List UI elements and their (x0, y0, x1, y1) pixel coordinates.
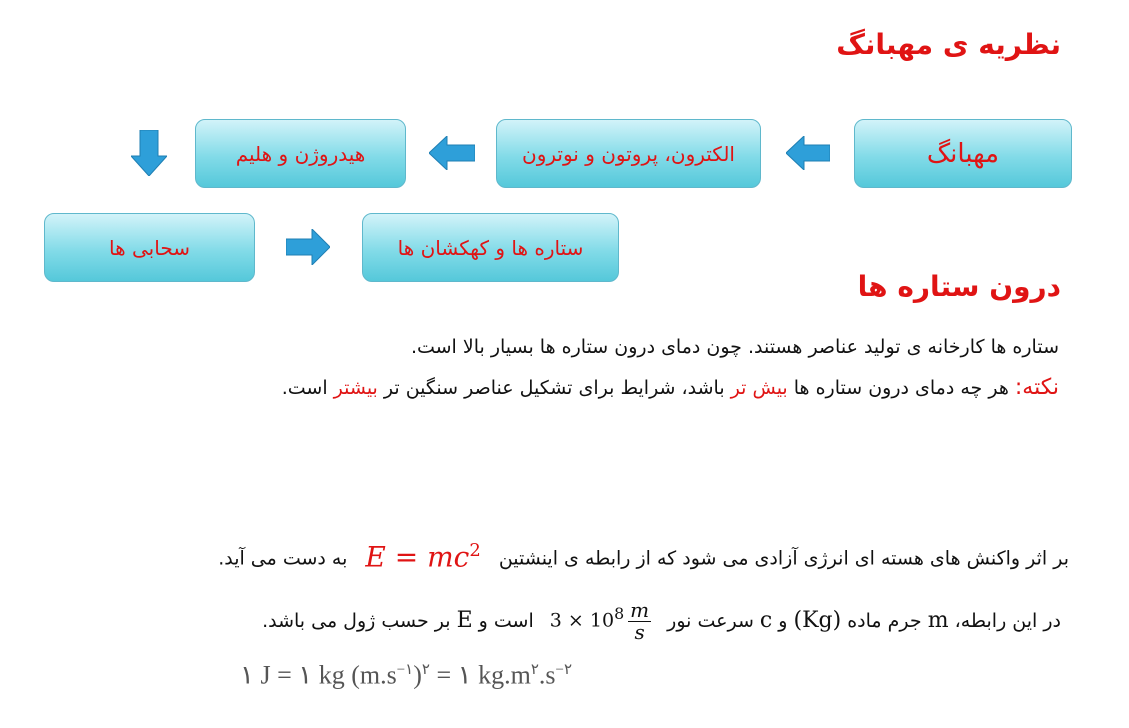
formula-base: E = mc (365, 540, 470, 574)
flow-box-big-bang (854, 119, 1072, 188)
joule-part: ) (413, 660, 422, 690)
flow-box-nebulae (44, 213, 255, 282)
formula-exponent: 2 (469, 540, 481, 561)
inside-stars-heading: درون ستاره ها (857, 270, 1061, 303)
einstein-text: به دست می آید. (218, 547, 348, 570)
note-text: هر چه دمای درون ستاره ها (787, 377, 1015, 399)
joule-exponent: −۱ (396, 662, 414, 678)
left-arrow-icon (786, 136, 830, 170)
note-label: نکته: (1014, 375, 1059, 400)
fraction-numerator: m (630, 598, 650, 622)
flow-box-label: ستاره ها و کهکشان ها (397, 235, 584, 260)
symbol-m: m (927, 608, 949, 633)
joule-exponent: ۲ (421, 662, 430, 678)
speed-exponent: 8 (614, 604, 625, 624)
stars-factory-paragraph: ستاره ها کارخانه ی تولید عناصر هستند. چون دمای درون ستاره ها بسیار بالا است. (410, 336, 1059, 358)
flow-box-stars-galaxies (362, 213, 619, 282)
left-arrow-icon (429, 136, 475, 170)
symbol-c: c (759, 608, 773, 633)
symbol-e: E (456, 608, 473, 633)
flow-box-label: هیدروژن و هلیم (235, 141, 366, 166)
light-speed-value (550, 600, 651, 643)
relation-text: بر حسب ژول می باشد. (262, 610, 457, 632)
speed-base: 3 × 10 (549, 609, 615, 632)
flow-box-label: مهبانگ (926, 138, 1000, 169)
joule-exponent: −۲ (555, 662, 573, 678)
speed-unit-fraction (628, 600, 651, 643)
flow-box-particles (496, 119, 761, 188)
relation-text: و (772, 610, 794, 632)
joule-part: .s (538, 660, 556, 690)
relation-text: است و (472, 610, 540, 632)
note-paragraph (282, 375, 1059, 400)
einstein-paragraph (218, 540, 1069, 573)
joule-unit-formula (240, 660, 572, 691)
down-arrow-icon (131, 130, 167, 176)
flow-box-label: الکترون، پروتون و نوترون (522, 141, 735, 166)
relation-text: سرعت نور (661, 610, 760, 632)
right-arrow-icon (286, 229, 330, 265)
joule-part: = ۱ kg.m (429, 660, 531, 690)
unit-kg: (Kg) (793, 608, 842, 633)
note-text: باشد، شرایط برای تشکیل عناصر سنگین تر (377, 377, 731, 399)
relation-text: در این رابطه، (948, 610, 1061, 632)
relation-paragraph (262, 600, 1061, 643)
joule-part: ۱ J = ۱ kg (m.s (240, 660, 397, 690)
big-bang-heading: نظریه ی مهبانگ (836, 28, 1061, 61)
note-text: است. (281, 377, 334, 399)
einstein-text: بر اثر واکنش های هسته ای انرژی آزادی می شود که از رابطه ی اینشتین (498, 547, 1069, 570)
flow-box-label: سحابی ها (109, 235, 190, 260)
einstein-formula (365, 540, 480, 573)
relation-text: جرم ماده (841, 610, 928, 632)
note-highlight: بیش تر (730, 377, 788, 399)
joule-exponent: ۲ (530, 662, 539, 678)
note-highlight: بیشتر (333, 377, 378, 399)
fraction-denominator: s (634, 620, 645, 644)
flow-box-hydrogen-helium (195, 119, 406, 188)
